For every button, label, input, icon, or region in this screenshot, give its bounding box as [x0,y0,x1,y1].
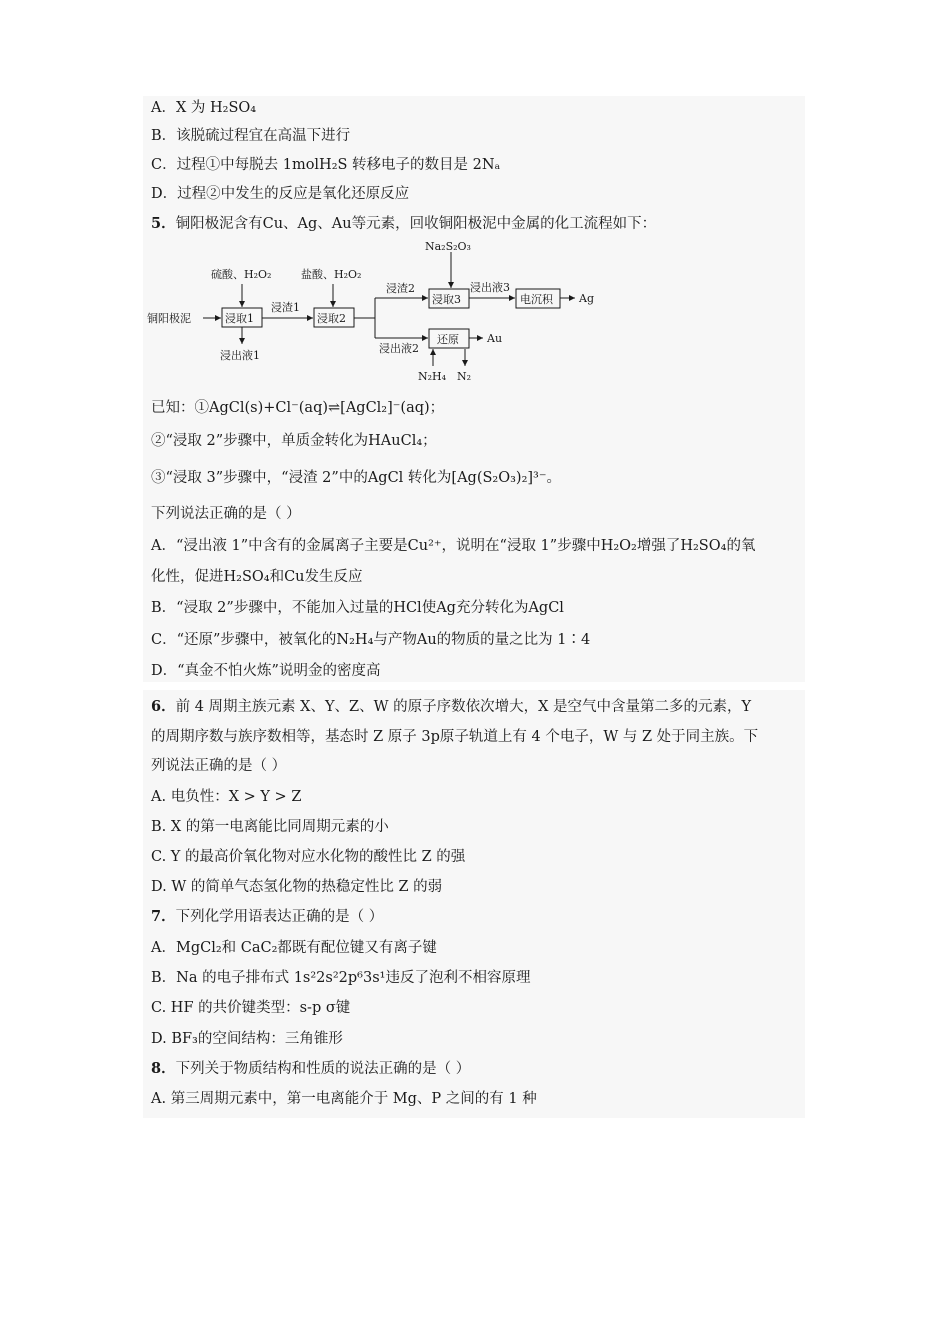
question-block-4-5 [143,96,805,682]
option-label: C． [151,157,177,173]
flow-mid-1: 浸渣1 [271,301,300,314]
option-label: B． [151,128,177,144]
q6-option-c: C. Y 的最高价氧化物对应水化物的酸性比 Z 的强 [151,849,466,865]
flow-box-1-label: 浸取1 [225,312,254,325]
option-text: 过程①中每脱去 1molH₂S 转移电子的数目是 2Nₐ [176,157,501,173]
q6-option-d: D. W 的简单气态氢化物的热稳定性比 Z 的弱 [151,879,443,895]
question-number: 6． [151,698,176,715]
flow-mid-2: 浸渣2 [386,282,415,295]
flow-out-1: 浸出液1 [220,349,260,362]
option-text: 过程②中发生的反应是氧化还原反应 [177,186,410,202]
flow-box-2-label: 浸取2 [317,312,346,325]
q4-option-c [151,155,500,175]
flow-box-3-label: 浸取3 [432,293,461,306]
option-label: A． [151,100,176,116]
q5-stem [151,214,656,234]
option-text: 该脱硫过程宜在高温下进行 [176,128,351,144]
question-stem: 下列化学用语表达正确的是（ ） [175,909,384,925]
q5-option-a-line1: A．“浸出液 1”中含有的金属离子主要是Cu²⁺，说明在“浸取 1”步骤中H₂O₂增强了H₂SO₄的氧 [151,538,756,554]
flow-reagent-2: 盐酸、H₂O₂ [301,268,362,281]
option-text: X 为 H₂SO₄ [175,100,257,116]
flow-mid-3: 浸出液3 [470,281,510,294]
q8-option-a: A. 第三周期元素中，第一电离能介于 Mg、P 之间的有 1 种 [151,1091,537,1107]
q5-option-a-line2: 化性，促进H₂SO₄和Cu发生反应 [151,569,363,585]
question-number: 7． [151,908,176,925]
q5-option-b: B．“浸取 2”步骤中，不能加入过量的HCl使Ag充分转化为AgCl [151,600,564,616]
q5-known-1: 已知：①AgCl(s)+Cl⁻(aq)⇌[AgCl₂]⁻(aq)； [151,400,445,416]
question-stem: 下列关于物质结构和性质的说法正确的是（ ） [175,1061,471,1077]
q8-stem [151,1059,470,1079]
flow-product-1: Ag [579,292,594,305]
flow-reagent-1: 硫酸、H₂O₂ [211,268,272,281]
q7-option-c: C. HF 的共价键类型：s-p σ键 [151,1000,351,1016]
q6-line-2: 的周期序数与族序数相等，基态时 Z 原子 3p原子轨道上有 4 个电子，W 与 Z 处于同主族。下 [151,729,759,745]
q4-option-a [151,98,256,118]
q7-option-a: A．MgCl₂和 CaC₂都既有配位键又有离子键 [151,940,437,956]
q4-option-d [151,184,409,204]
question-number: 8． [151,1060,176,1077]
question-block-6-8 [143,690,805,1118]
q7-option-d: D. BF₃的空间结构：三角锥形 [151,1031,343,1047]
q4-option-b [151,126,350,146]
q6-option-a: A. 电负性：X > Y > Z [151,789,302,805]
q5-known-3: ③“浸取 3”步骤中，“浸渣 2”中的AgCl 转化为[Ag(S₂O₃)₂]³⁻。 [151,470,562,486]
flow-box-5-label: 还原 [437,333,459,346]
flow-product-3: N₂ [457,370,472,383]
question-stem: 铜阳极泥含有Cu、Ag、Au等元素，回收铜阳极泥中金属的化工流程如下： [175,216,657,232]
flow-reagent-3: Na₂S₂O₃ [425,240,471,253]
q6-line-1 [151,697,751,717]
q7-stem [151,907,383,927]
q5-question: 下列说法正确的是（ ） [151,506,301,522]
q5-known-2: ②“浸取 2”步骤中，单质金转化为HAuCl₄； [151,433,437,449]
q5-option-c: C．“还原”步骤中，被氧化的N₂H₄与产物Au的物质的量之比为 1∶4 [151,632,591,648]
q5-option-d: D．“真金不怕火炼”说明金的密度高 [151,663,381,679]
process-flow-diagram [143,238,613,388]
flow-product-2: Au [487,332,503,345]
question-number: 5． [151,215,176,232]
flow-reagent-4: N₂H₄ [418,370,447,383]
flow-start: 铜阳极泥 [147,312,191,325]
q6-option-b: B. X 的第一电离能比同周期元素的小 [151,819,389,835]
question-stem: 前 4 周期主族元素 X、Y、Z、W 的原子序数依次增大，X 是空气中含量第二多的元素，Y [175,699,752,715]
flow-mid-4: 浸出液2 [379,342,419,355]
q6-line-3: 列说法正确的是（ ） [151,758,287,774]
option-label: D． [151,186,178,202]
q7-option-b: B．Na 的电子排布式 1s²2s²2p⁶3s¹违反了泡利不相容原理 [151,970,531,986]
flow-box-4-label: 电沉积 [520,293,553,306]
